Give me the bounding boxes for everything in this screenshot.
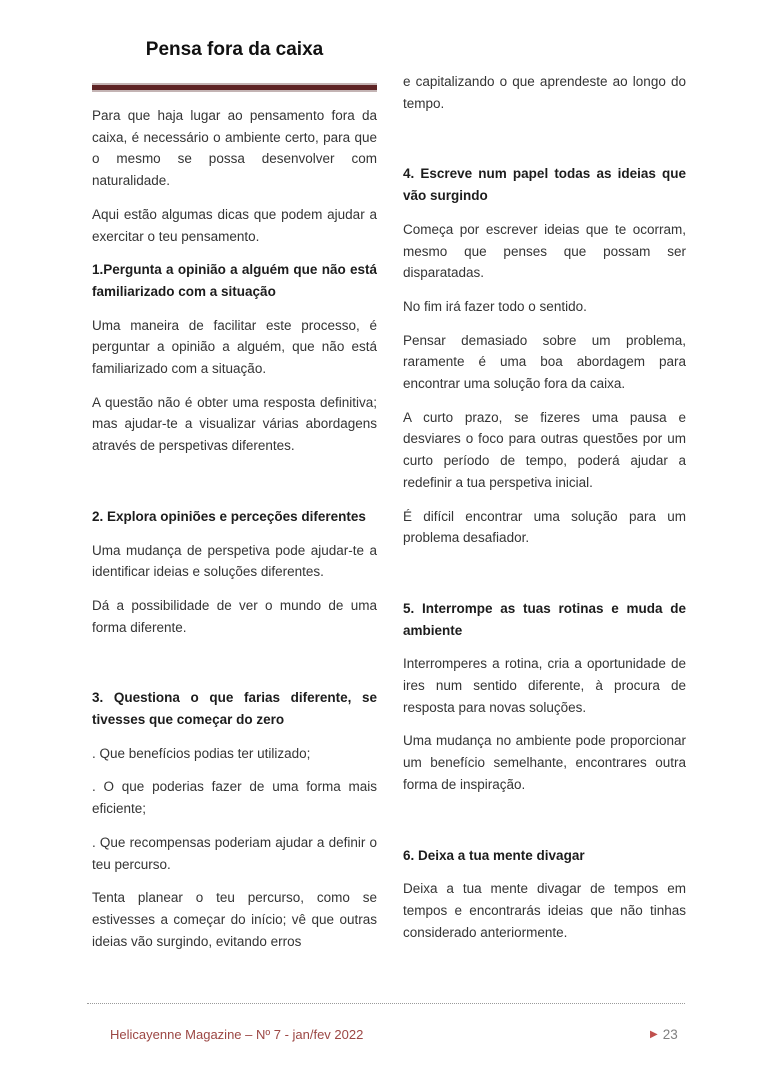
section-heading-1: 1.Pergunta a opinião a alguém que não está familiarizado com a situação: [92, 262, 377, 299]
paragraph: Uma mudança no ambiente pode proporcionar um benefício semelhante, encontrares outra forma de inspiração.: [403, 733, 686, 792]
footer-divider: [87, 1003, 685, 1004]
paragraph: Tenta planear o teu percurso, como se estivesses a começar do início; vê que outras ideias vão surgindo, evitando erros: [92, 890, 377, 949]
footer-magazine-info: Helicayenne Magazine – Nº 7 - jan/fev 2022: [110, 1027, 364, 1042]
paragraph: Interromperes a rotina, cria a oportunidade de ires num sentido diferente, à procura de resposta para novas soluções.: [403, 656, 686, 715]
list-item: . Que benefícios podias ter utilizado;: [92, 745, 311, 761]
paragraph: A curto prazo, se fizeres uma pausa e desviares o foco para outras questões por um curto período de tempo, poderá ajudar a redefinir a tua perspetiva inicial.: [403, 409, 686, 490]
paragraph: Uma mudança de perspetiva pode ajudar-te a identificar ideias e soluções diferentes.: [92, 542, 377, 580]
play-arrow-icon: ▶: [650, 1029, 658, 1040]
section-heading-2: 2. Explora opiniões e perceções diferentes: [92, 508, 366, 524]
list-item: . Que recompensas poderiam ajudar a definir o teu percurso.: [92, 834, 377, 872]
paragraph: No fim irá fazer todo o sentido.: [403, 298, 587, 314]
section-heading-5: 5. Interrompe as tuas rotinas e muda de ambiente: [403, 600, 686, 638]
paragraph: Pensar demasiado sobre um problema, raramente é uma boa abordagem para encontrar uma solução fora da caixa.: [403, 332, 686, 392]
section-heading-6: 6. Deixa a tua mente divagar: [403, 847, 585, 863]
page-number-value: 23: [662, 1027, 678, 1042]
paragraph: Aqui estão algumas dicas que podem ajudar a exercitar o teu pensamento.: [92, 206, 377, 244]
paragraph: Deixa a tua mente divagar de tempos em tempos e encontrarás ideias que não tinhas considerado anteriormente.: [403, 881, 686, 940]
page-title: Pensa fora da caixa: [145, 39, 324, 60]
paragraph: É difícil encontrar uma solução para um problema desafiador.: [403, 508, 686, 546]
title-rule: [92, 83, 377, 92]
section-heading-4: 4. Escreve num papel todas as ideias que vão surgindo: [403, 166, 686, 204]
section-heading-3: 3. Questiona o que farias diferente, se tivesses que começar do zero: [92, 690, 377, 728]
left-column: [92, 0, 377, 964]
paragraph: Dá a possibilidade de ver o mundo de uma forma diferente.: [92, 597, 377, 635]
paragraph: Para que haja lugar ao pensamento fora da caixa, é necessário o ambiente certo, para que o mesmo se possa desenvolver com naturalidade.: [92, 108, 377, 189]
paragraph: e capitalizando o que aprendeste ao longo do tempo.: [403, 74, 686, 111]
list-item: . O que poderias fazer de uma forma mais eficiente;: [92, 779, 377, 817]
paragraph: Uma maneira de facilitar este processo, é perguntar a opinião a alguém, que não está familiarizado com a situação.: [92, 317, 377, 377]
right-column: [403, 0, 686, 955]
paragraph: Começa por escrever ideias que te ocorram, mesmo que penses que possam ser disparatadas.: [403, 221, 686, 281]
page-number: [650, 1026, 678, 1043]
paragraph: A questão não é obter uma resposta definitiva; mas ajudar-te a visualizar várias abordagens através de perspetivas diferentes.: [92, 394, 377, 454]
